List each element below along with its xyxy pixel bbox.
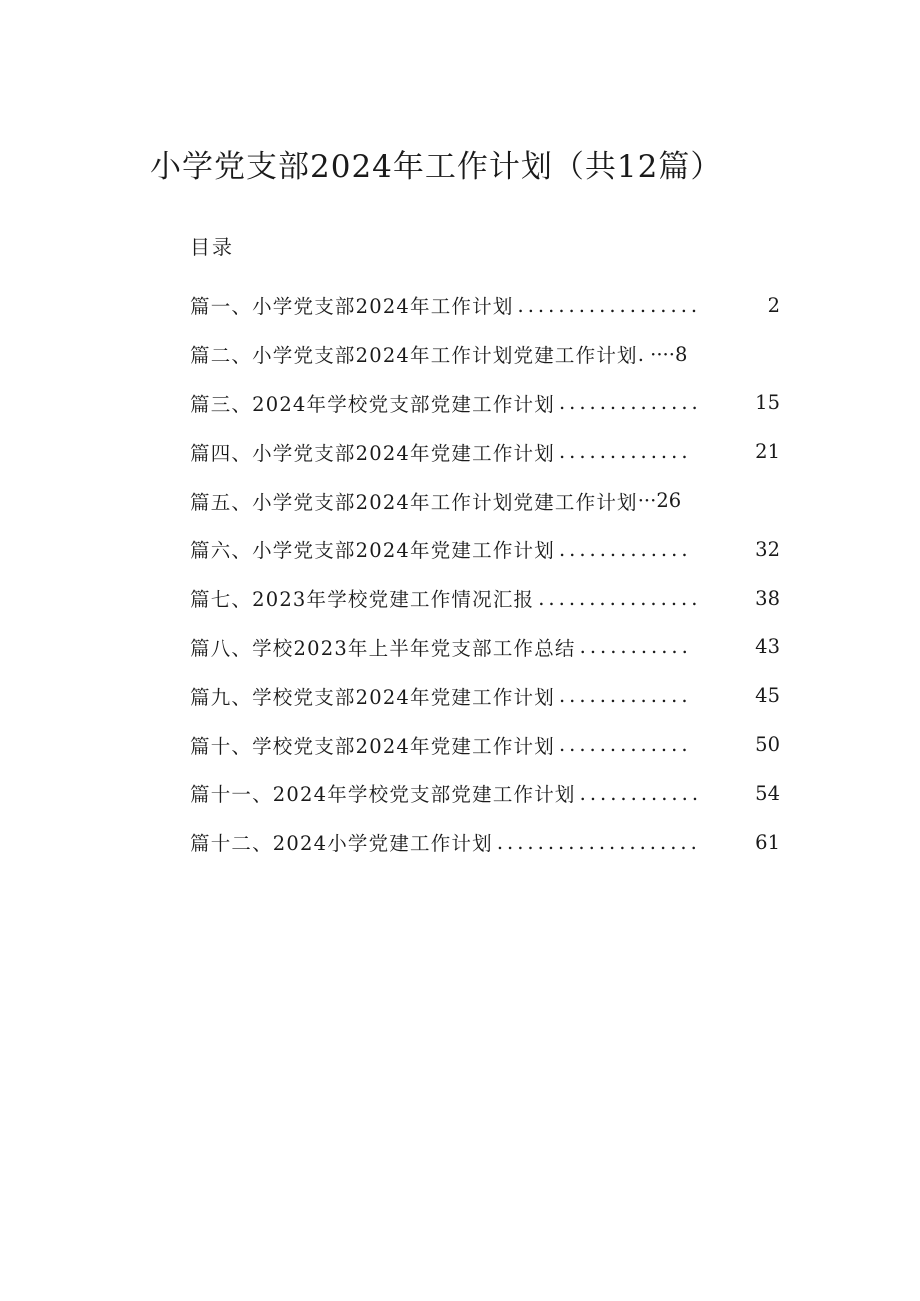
toc-entry-title: 篇七、2023年学校党建工作情况汇报: [190, 588, 535, 612]
toc-entry-title: 篇十一、2024年学校党支部党建工作计划: [190, 783, 576, 807]
toc-entry[interactable]: [190, 525, 780, 574]
toc-dot-leader: ..................: [517, 293, 702, 317]
toc-entry-title: 篇十二、2024小学党建工作计划: [190, 832, 493, 856]
toc-dot-leader: ···: [637, 489, 657, 513]
toc-page-number: 15: [755, 391, 780, 415]
toc-entry[interactable]: [190, 330, 780, 379]
toc-entry-title: 篇三、2024年学校党支部党建工作计划: [190, 392, 555, 416]
toc-page-number: 8: [674, 342, 688, 366]
toc-entry-title: 篇九、学校党支部2024年党建工作计划: [190, 685, 555, 709]
toc-page-number: 26: [656, 489, 682, 513]
toc-dot-leader: . ····: [637, 342, 675, 366]
toc-page-number: 2: [767, 293, 780, 317]
toc-page-number: 43: [755, 635, 780, 659]
toc-entry[interactable]: [190, 769, 780, 818]
toc-dot-leader: .............: [558, 537, 692, 561]
toc-entry-title: 篇十、学校党支部2024年党建工作计划: [190, 734, 555, 758]
toc-entry-title: 篇六、小学党支部2024年党建工作计划: [190, 539, 555, 563]
toc-dot-leader: ..............: [558, 391, 702, 415]
toc-entry-title: 篇四、小学党支部2024年党建工作计划: [190, 441, 555, 465]
toc-entry-title: 篇五、小学党支部2024年工作计划党建工作计划: [190, 490, 638, 514]
toc-page-number: 45: [755, 684, 780, 708]
toc-dot-leader: .............: [558, 733, 692, 757]
toc-dot-leader: .............: [558, 440, 692, 464]
toc-heading: 目录: [190, 235, 234, 259]
table-of-contents: [190, 281, 780, 867]
toc-entry[interactable]: [190, 623, 780, 672]
toc-entry-title: 篇二、小学党支部2024年工作计划党建工作计划: [190, 344, 638, 368]
toc-dot-leader: ............: [579, 781, 703, 805]
document-title: 小学党支部2024年工作计划（共12篇）: [150, 149, 723, 185]
toc-page-number: 38: [755, 586, 780, 610]
toc-entry[interactable]: [190, 476, 780, 525]
toc-page-number: 50: [755, 733, 780, 757]
toc-entry[interactable]: [190, 720, 780, 769]
toc-entry[interactable]: [190, 818, 780, 867]
toc-page-number: 32: [755, 537, 780, 561]
toc-entry[interactable]: [190, 574, 780, 623]
toc-entry[interactable]: [190, 671, 780, 720]
toc-dot-leader: .............: [558, 684, 692, 708]
toc-dot-leader: ....................: [496, 830, 701, 854]
toc-entry[interactable]: [190, 281, 780, 330]
toc-dot-leader: ................: [538, 586, 702, 610]
toc-entry-title: 篇一、小学党支部2024年工作计划: [190, 295, 514, 319]
toc-page-number: 61: [755, 830, 780, 854]
toc-entry[interactable]: [190, 427, 780, 476]
toc-page-number: 54: [755, 781, 780, 805]
toc-dot-leader: ...........: [579, 635, 692, 659]
toc-entry-title: 篇八、学校2023年上半年党支部工作总结: [190, 636, 576, 660]
toc-entry[interactable]: [190, 379, 780, 428]
toc-page-number: 21: [755, 440, 780, 464]
